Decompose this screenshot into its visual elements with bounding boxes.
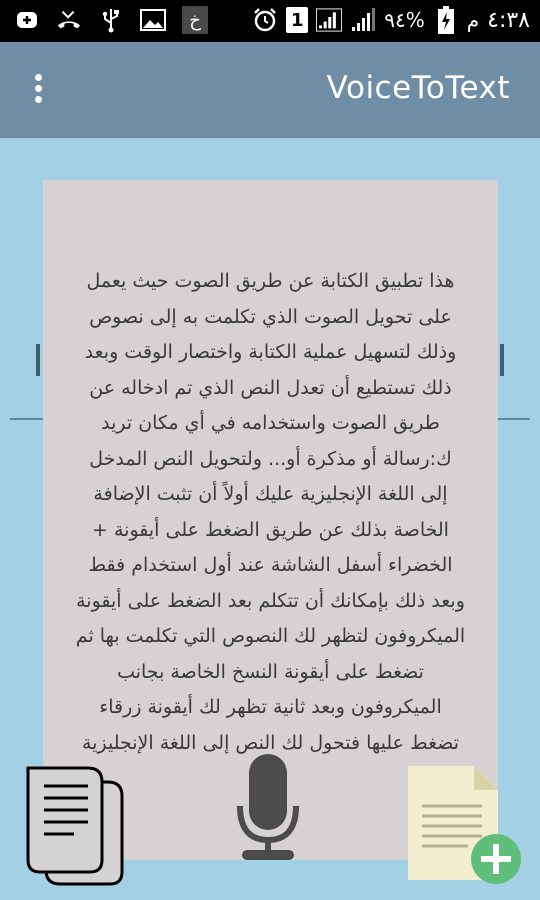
keyboard-icon: خ xyxy=(182,6,208,34)
microphone-icon xyxy=(232,752,304,862)
background-fragment xyxy=(36,344,40,376)
app-title: VoiceToText xyxy=(326,70,510,106)
add-document-button[interactable] xyxy=(404,760,526,888)
alarm-icon xyxy=(252,6,278,34)
add-notification-icon xyxy=(14,6,40,34)
copy-icon xyxy=(22,760,130,886)
status-left-icons xyxy=(14,6,208,34)
add-document-icon xyxy=(404,760,526,888)
clock: ٤:٣٨ xyxy=(487,7,530,33)
status-right-icons xyxy=(252,6,530,34)
app-bar xyxy=(0,42,540,138)
status-bar xyxy=(0,0,540,42)
overflow-menu-icon[interactable] xyxy=(26,74,50,110)
usb-icon xyxy=(98,6,124,34)
signal-icon xyxy=(350,6,376,34)
battery-charging-icon xyxy=(433,6,459,34)
sim-icon: 1 xyxy=(286,7,308,33)
background-fragment xyxy=(500,344,504,376)
missed-call-icon xyxy=(56,6,82,34)
am-pm-indicator: م xyxy=(466,8,480,32)
signal-icon xyxy=(316,6,342,34)
image-icon xyxy=(140,6,166,34)
microphone-button[interactable] xyxy=(232,752,304,862)
instructions-text: هذا تطبيق الكتابة عن طريق الصوت حيث يعمل على تحويل الصوت الذي تكلمت به إلى نصوص وذلك لتسهيل عملية الكتابة واختصار الوقت وبعد ذلك تستطيع أن تعدل النص الذي تم ادخاله عن طريق الصوت واستخدامه في أي مكان تريد ك:رسالة أو مذكرة أو... ولتحويل النص المدخل إلى اللغة الإنجليزية عليك أولاً أن تثبت الإضافة الخاصة بذلك عن طريق الضغط على أيقونة + الخضراء أسفل الشاشة عند أول استخدام فقط وبعد ذلك بإمكانك أن تتكلم بعد الضغط على أيقونة الميكروفون لتظهر لك النصوص التي تكلمت بها ثم تضغط على أيقونة النسخ الخاصة بجانب الميكروفون وبعد ثانية تظهر لك أيقونة زرقاء تضغط عليها فتحول لك النص إلى اللغة الإنجليزية xyxy=(75,270,466,754)
battery-percent: ٩٤% xyxy=(384,8,425,32)
copy-button[interactable] xyxy=(22,760,130,886)
